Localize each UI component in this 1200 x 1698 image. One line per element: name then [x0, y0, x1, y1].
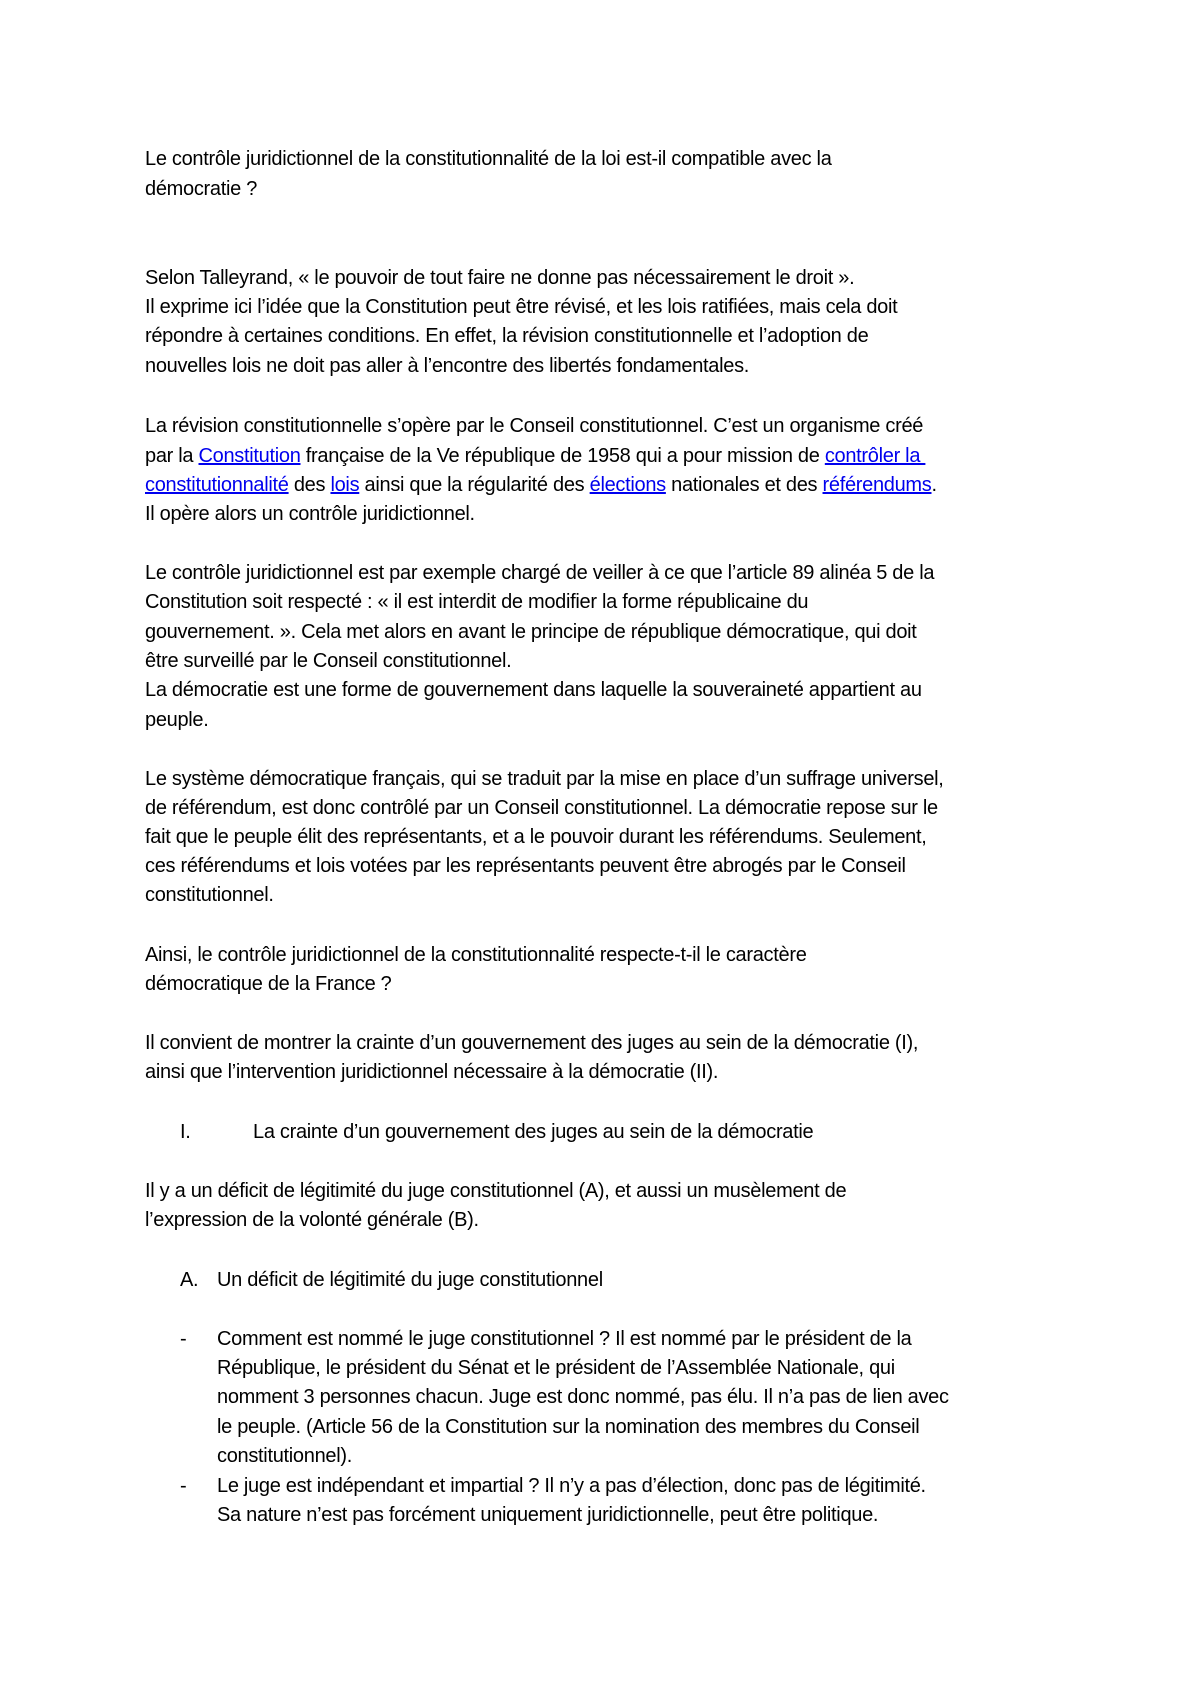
bullet-dash: -	[180, 1475, 187, 1497]
paragraph-line: La démocratie est une forme de gouvernement dans laquelle la souveraineté appartient au	[145, 679, 922, 701]
paragraph-line: Selon Talleyrand, « le pouvoir de tout faire ne donne pas nécessairement le droit ».	[145, 267, 855, 289]
paragraph-line: répondre à certaines conditions. En effet, la révision constitutionnelle et l’adoption de	[145, 325, 869, 347]
paragraph-line: démocratique de la France ?	[145, 973, 392, 995]
paragraph-line: Il convient de montrer la crainte d’un gouvernement des juges au sein de la démocratie (I),	[145, 1032, 919, 1054]
paragraph-line: Il exprime ici l’idée que la Constitution peut être révisé, et les lois ratifiées, mais cela doit	[145, 296, 898, 318]
paragraph-line: Le système démocratique français, qui se traduit par la mise en place d’un suffrage universel,	[145, 768, 944, 790]
link-lois[interactable]: lois	[330, 474, 360, 496]
paragraph-line	[145, 444, 925, 468]
list-item-line: Comment est nommé le juge constitutionnel ? Il est nommé par le président de la	[217, 1328, 912, 1350]
link-elections[interactable]: élections	[589, 474, 666, 496]
link-controler-constitutionnalite[interactable]: contrôler la	[824, 445, 926, 467]
list-item-line: Le juge est indépendant et impartial ? Il n’y a pas d’élection, donc pas de légitimité.	[217, 1475, 926, 1497]
section-heading: La crainte d’un gouvernement des juges au sein de la démocratie	[253, 1121, 814, 1143]
bullet-dash: -	[180, 1328, 187, 1350]
paragraph-line: nouvelles lois ne doit pas aller à l’encontre des libertés fondamentales.	[145, 355, 750, 377]
paragraph-line: Le contrôle juridictionnel est par exemple chargé de veiller à ce que l’article 89 alinéa 5 de la	[145, 562, 935, 584]
list-item-line: le peuple. (Article 56 de la Constitution sur la nomination des membres du Conseil	[217, 1416, 920, 1438]
link-constitutionnalite[interactable]: constitutionnalité	[145, 474, 289, 496]
paragraph-line: fait que le peuple élit des représentants, et a le pouvoir durant les référendums. Seulement,	[145, 826, 927, 848]
link-referendums[interactable]: référendums	[822, 474, 932, 496]
paragraph-line: ces référendums et lois votées par les représentants peuvent être abrogés par le Conseil	[145, 855, 906, 877]
paragraph-line: Il y a un déficit de légitimité du juge constitutionnel (A), et aussi un musèlement de	[145, 1180, 847, 1202]
paragraph-line: ainsi que l’intervention juridictionnel nécessaire à la démocratie (II).	[145, 1061, 719, 1083]
text: française de la Ve république de 1958 qui a pour mission de	[300, 445, 825, 467]
document-title-line: démocratie ?	[145, 178, 258, 200]
paragraph-line: Constitution soit respecté : « il est interdit de modifier la forme républicaine du	[145, 591, 809, 613]
paragraph-line: l’expression de la volonté générale (B).	[145, 1209, 479, 1231]
text: par la	[145, 445, 199, 467]
text: nationales et des	[665, 474, 823, 496]
paragraph-line: gouvernement. ». Cela met alors en avant le principe de république démocratique, qui doit	[145, 621, 917, 643]
paragraph-line: La révision constitutionnelle s’opère par le Conseil constitutionnel. C’est un organisme créé	[145, 415, 924, 437]
paragraph-line: Il opère alors un contrôle juridictionnel.	[145, 503, 475, 525]
paragraph-line: de référendum, est donc contrôlé par un Conseil constitutionnel. La démocratie repose sur le	[145, 797, 938, 819]
list-item-line: nomment 3 personnes chacun. Juge est donc nommé, pas élu. Il n’a pas de lien avec	[217, 1386, 949, 1408]
paragraph-line: être surveillé par le Conseil constitutionnel.	[145, 650, 512, 672]
list-item-line: constitutionnel).	[217, 1445, 352, 1467]
text: ainsi que la régularité des	[359, 474, 590, 496]
paragraph-line: constitutionnel.	[145, 884, 274, 906]
subsection-heading: Un déficit de légitimité du juge constitutionnel	[217, 1269, 603, 1291]
paragraph-line	[145, 473, 937, 497]
section-marker: I.	[180, 1121, 191, 1143]
list-item-line: République, le président du Sénat et le président de l’Assemblée Nationale, qui	[217, 1357, 895, 1379]
document-title: Le contrôle juridictionnel de la constitutionnalité de la loi est-il compatible avec la	[145, 148, 832, 170]
paragraph-line: Ainsi, le contrôle juridictionnel de la constitutionnalité respecte-t-il le caractère	[145, 944, 807, 966]
text: .	[931, 474, 937, 496]
subsection-marker: A.	[180, 1269, 199, 1291]
list-item-line: Sa nature n’est pas forcément uniquement juridictionnelle, peut être politique.	[217, 1504, 879, 1526]
paragraph-line: peuple.	[145, 709, 209, 731]
link-constitution[interactable]: Constitution	[198, 445, 301, 467]
text: des	[288, 474, 331, 496]
